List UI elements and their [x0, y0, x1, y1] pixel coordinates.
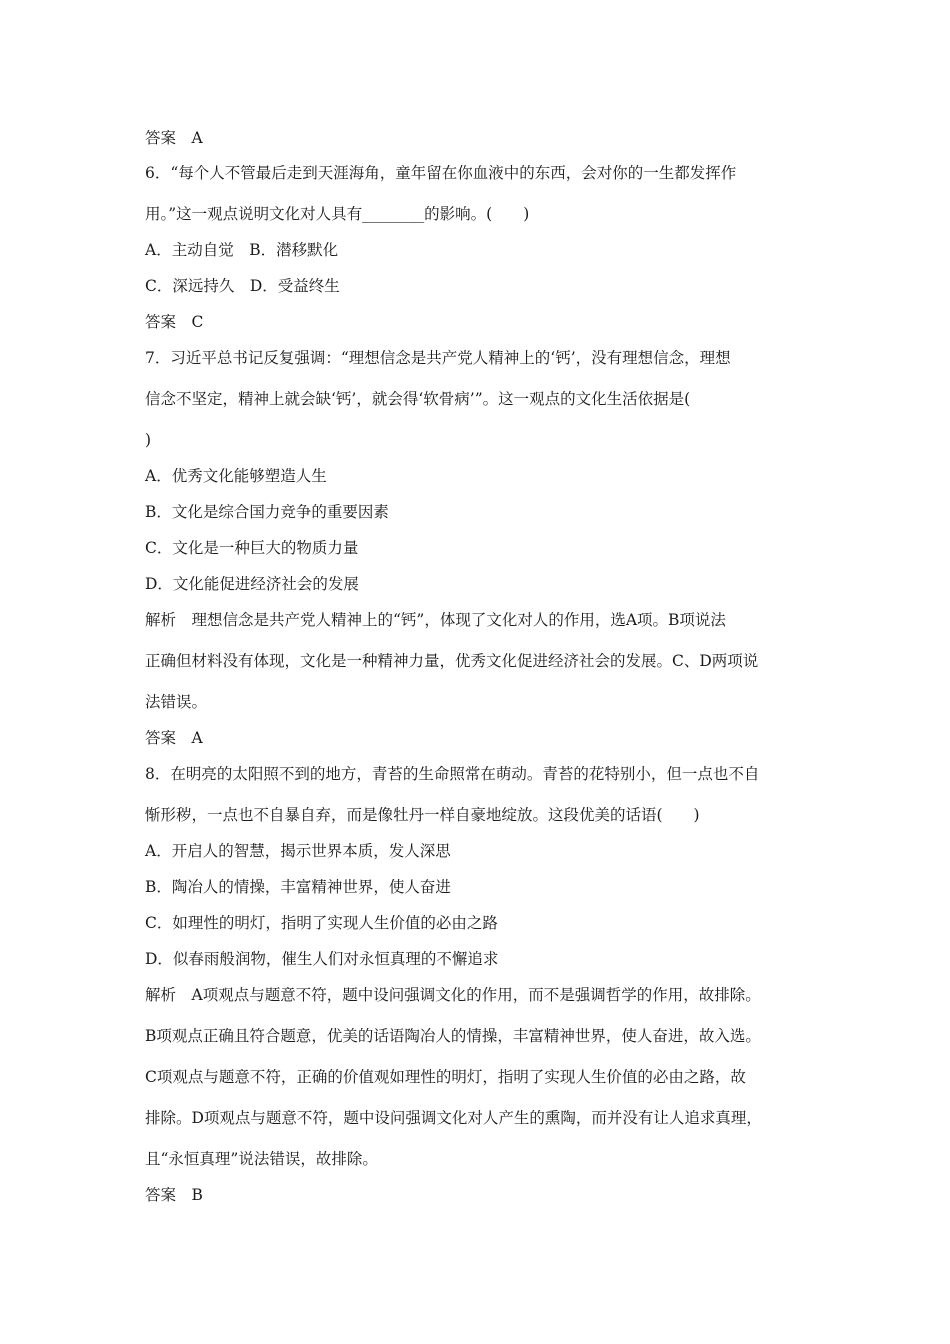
analysis-7-line-3: 法错误。: [145, 693, 208, 711]
answer-8: 答案 B: [145, 1186, 203, 1204]
answer-6: 答案 C: [145, 313, 204, 331]
analysis-7-line-1: 解析 理想信念是共产党人精神上的“钙”，体现了文化对人的作用，选A项。B项说法: [145, 611, 726, 629]
analysis-8-line-1: 解析 A项观点与题意不符，题中设问强调文化的作用，而不是强调哲学的作用，故排除。: [145, 986, 761, 1004]
question-8-option-d: D．似春雨般润物，催生人们对永恒真理的不懈追求: [145, 950, 499, 968]
answer-5: 答案 A: [145, 129, 203, 147]
question-7-stem-2: 信念不坚定，精神上就会缺‘钙’，就会得‘软骨病’”。这一观点的文化生活依据是(: [145, 390, 691, 408]
question-7-option-a: A．优秀文化能够塑造人生: [145, 467, 327, 485]
question-7-option-d: D．文化能促进经济社会的发展: [145, 575, 359, 593]
analysis-8-line-5: 且“永恒真理”说法错误，故排除。: [145, 1150, 378, 1168]
question-6-options-ab: A．主动自觉 B．潜移默化: [145, 241, 339, 259]
analysis-8-line-2: B项观点正确且符合题意，优美的话语陶冶人的情操，丰富精神世界，使人奋进，故入选。: [145, 1027, 761, 1045]
question-6-stem-1: 6．“每个人不管最后走到天涯海角，童年留在你血液中的东西，会对你的一生都发挥作: [145, 164, 737, 182]
question-6-stem-2: 用。”这一观点说明文化对人具有________的影响。( ): [145, 205, 530, 223]
question-7-stem-1: 7．习近平总书记反复强调：“理想信念是共产党人精神上的‘钙’，没有理想信念，理想: [145, 349, 731, 367]
analysis-8-line-4: 排除。D项观点与题意不符，题中设问强调文化对人产生的熏陶，而并没有让人追求真理，: [145, 1109, 762, 1127]
question-8-option-b: B．陶冶人的情操，丰富精神世界，使人奋进: [145, 878, 451, 896]
analysis-7-line-2: 正确但材料没有体现，文化是一种精神力量，优秀文化促进经济社会的发展。C、D两项说: [145, 652, 759, 670]
question-8-stem-2: 惭形秽，一点也不自暴自弃，而是像牡丹一样自豪地绽放。这段优美的话语( ): [145, 806, 700, 824]
question-8-option-c: C．如理性的明灯，指明了实现人生价值的必由之路: [145, 914, 498, 932]
answer-7: 答案 A: [145, 729, 203, 747]
question-7-option-c: C．文化是一种巨大的物质力量: [145, 539, 359, 557]
question-8-option-a: A．开启人的智慧，揭示世界本质，发人深思: [145, 842, 451, 860]
analysis-8-line-3: C项观点与题意不符，正确的价值观如理性的明灯，指明了实现人生价值的必由之路，故: [145, 1068, 746, 1086]
question-8-stem-1: 8．在明亮的太阳照不到的地方，青苔的生命照常在萌动。青苔的花特别小，但一点也不自: [145, 765, 760, 783]
question-6-options-cd: C．深远持久 D．受益终生: [145, 277, 340, 295]
question-7-stem-3: ): [145, 431, 152, 449]
question-7-option-b: B．文化是综合国力竞争的重要因素: [145, 503, 389, 521]
